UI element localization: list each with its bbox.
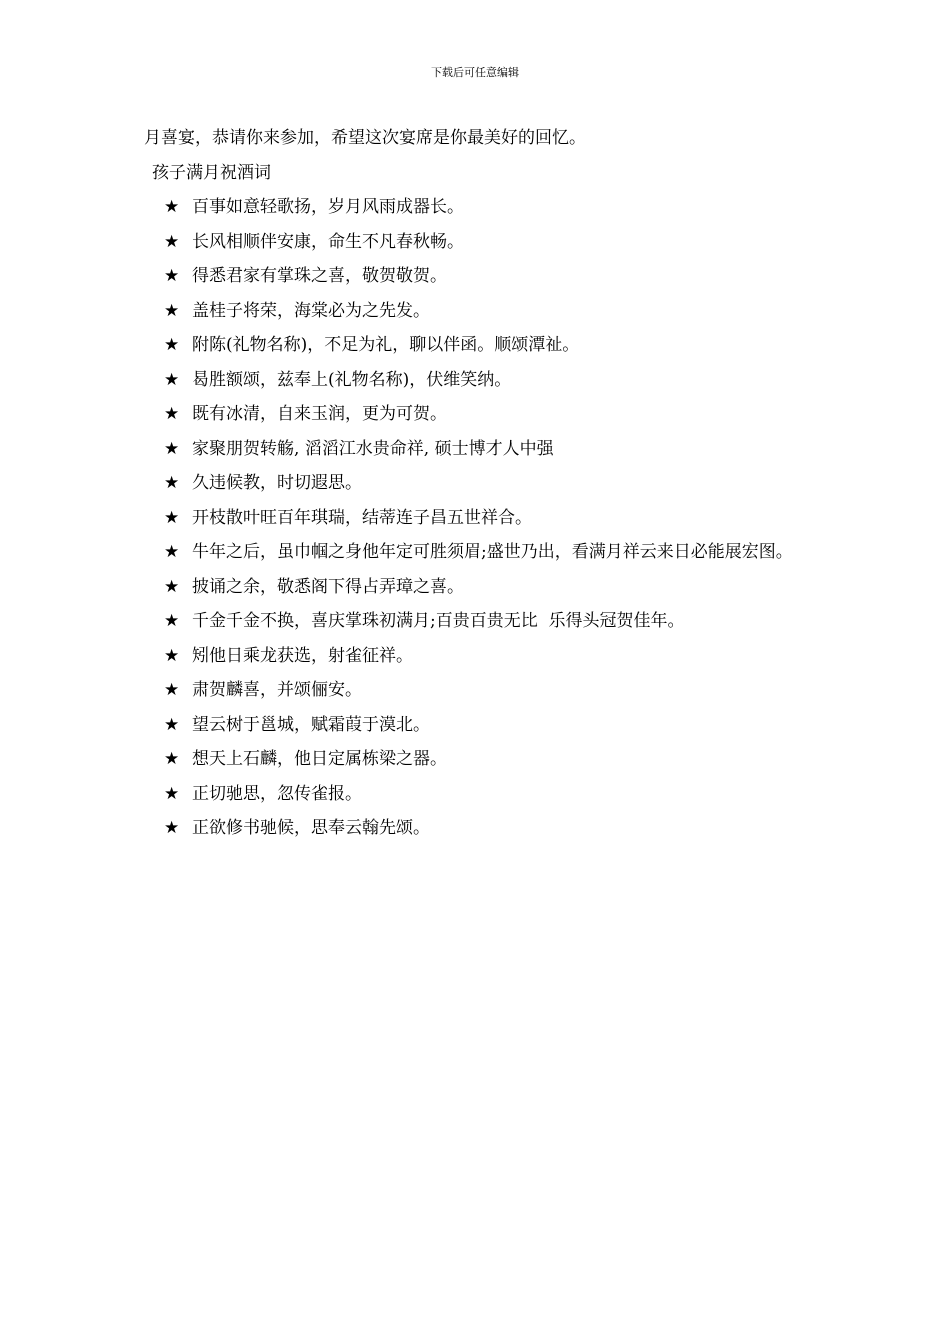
list-item	[144, 777, 814, 812]
star-icon: ★	[164, 714, 180, 735]
list-item	[144, 466, 814, 501]
list-item-text: 想天上石麟，他日定属栋梁之器。	[192, 749, 447, 769]
list-item	[144, 742, 814, 777]
list-item-text: 千金千金不换，喜庆掌珠初满月;百贵百贵无比 乐得头冠贺佳年。	[192, 611, 685, 631]
list-item-text: 得悉君家有掌珠之喜，敬贺敬贺。	[192, 266, 447, 286]
list-item-text: 久违候教，时切遐思。	[192, 473, 362, 493]
list-item	[144, 363, 814, 398]
star-icon: ★	[164, 611, 180, 631]
star-icon: ★	[164, 231, 180, 252]
star-icon: ★	[164, 542, 180, 562]
star-icon: ★	[164, 507, 180, 528]
list-item-text: 家聚朋贺转觞, 滔滔江水贵命祥, 硕士博才人中强	[192, 438, 554, 459]
star-icon: ★	[164, 438, 180, 459]
document-body	[144, 121, 814, 846]
page-header: 下载后可任意编辑	[431, 66, 519, 79]
list-item-text: 披诵之余，敬悉阁下得占弄璋之喜。	[192, 576, 464, 597]
list-item-text: 肃贺麟喜，并颂俪安。	[192, 680, 362, 700]
list-item	[144, 570, 814, 605]
list-item-text: 矧他日乘龙获选，射雀征祥。	[192, 645, 413, 666]
list-item-text: 牛年之后，虽巾帼之身他年定可胜须眉;盛世乃出，看满月祥云来日必能展宏图。	[192, 542, 793, 562]
star-icon: ★	[164, 369, 180, 390]
list-item	[144, 225, 814, 260]
star-icon: ★	[164, 783, 180, 804]
list-item-text: 曷胜额颂，兹奉上(礼物名称)，伏维笑纳。	[192, 369, 512, 390]
list-item-text: 既有冰清，自来玉润，更为可贺。	[192, 404, 447, 424]
list-item	[144, 604, 814, 639]
star-icon: ★	[164, 404, 180, 424]
star-icon: ★	[164, 300, 180, 321]
star-icon: ★	[164, 473, 180, 493]
list-item	[144, 708, 814, 743]
section-title: 孩子满月祝酒词	[152, 162, 271, 183]
list-item	[144, 639, 814, 674]
list-item	[144, 190, 814, 225]
star-icon: ★	[164, 576, 180, 597]
list-item-text: 长风相顺伴安康，命生不凡春秋畅。	[192, 231, 464, 252]
star-icon: ★	[164, 749, 180, 769]
list-item-text: 附陈(礼物名称)，不足为礼，聊以伴函。顺颂潭祉。	[192, 335, 580, 355]
list-item	[144, 501, 814, 536]
star-icon: ★	[164, 197, 180, 217]
star-icon: ★	[164, 335, 180, 355]
list-item	[144, 294, 814, 329]
list-item-text: 开枝散叶旺百年琪瑞，结蒂连子昌五世祥合。	[192, 507, 532, 528]
list-item	[144, 673, 814, 708]
list-item-text: 盖桂子将荣，海棠必为之先发。	[192, 300, 430, 321]
list-item	[144, 328, 814, 363]
star-icon: ★	[164, 266, 180, 286]
intro-paragraph-tail: 月喜宴，恭请你来参加，希望这次宴席是你最美好的回忆。	[144, 128, 586, 148]
list-item-text: 正切驰思，忽传雀报。	[192, 783, 362, 804]
list-item-text: 望云树于邕城，赋霜葭于漠北。	[192, 714, 430, 735]
list-item	[144, 535, 814, 570]
star-icon: ★	[164, 818, 180, 838]
star-icon: ★	[164, 680, 180, 700]
star-icon: ★	[164, 645, 180, 666]
list-item-text: 百事如意轻歌扬，岁月风雨成器长。	[192, 197, 464, 217]
list-item	[144, 259, 814, 294]
list-item	[144, 432, 814, 467]
list-item	[144, 397, 814, 432]
list-item	[144, 811, 814, 846]
list-item-text: 正欲修书驰候，思奉云翰先颂。	[192, 818, 430, 838]
